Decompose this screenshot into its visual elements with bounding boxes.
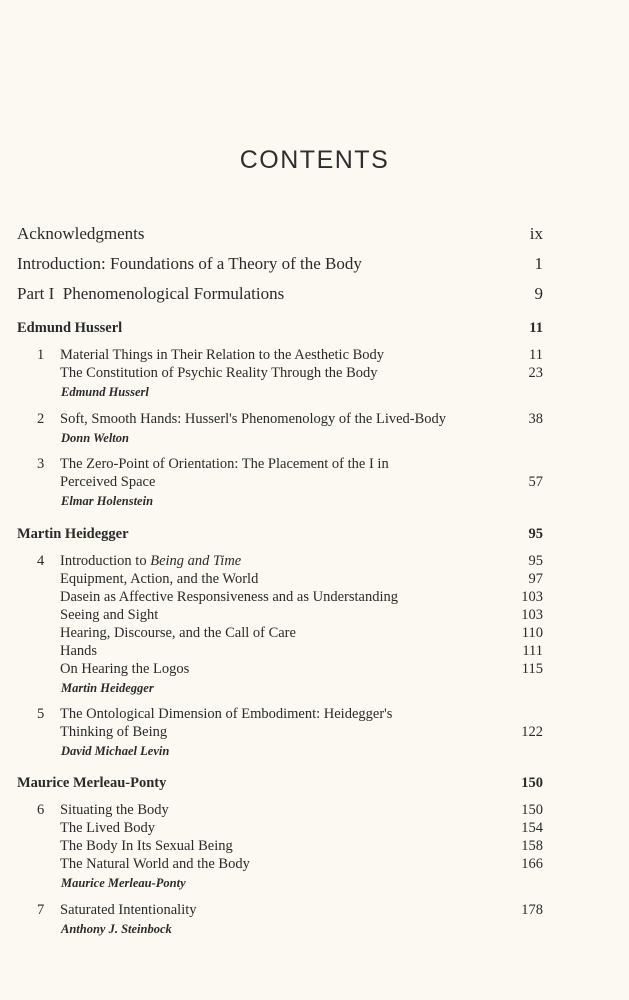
page-title: CONTENTS [239,146,390,174]
chapter-title: The Lived Body [60,820,156,836]
chapter-title: Hearing, Discourse, and the Call of Care [60,625,296,641]
toc-entry-label: Acknowledgments [17,224,145,243]
chapter-page: 95 [528,553,543,569]
chapter-number: 2 [37,411,45,427]
toc-entry-page: 1 [534,254,543,273]
chapter-title: Dasein as Affective Responsiveness and as Understanding [60,589,398,605]
chapter-title: The Body In Its Sexual Being [60,838,233,854]
book-title: Being and Time [150,553,242,569]
chapter-title: Hands [60,643,98,659]
chapter-page: 178 [521,902,543,918]
toc-entry-page: 9 [534,284,543,303]
chapter-title: Saturated Intentionality [60,902,197,918]
chapter-title: Introduction to Being and Time [60,553,242,569]
toc-entry-label: Introduction: Foundations of a Theory of the Body [17,254,362,273]
contents-page: CONTENTS Acknowledgments ix Introduction: Foundations of a Theory of the Body 1 Part I Phenomenological Formulations 9 Edmund Husserl 11 1 Material Things in Their Relation to the Aesthetic Body 11 The Constitution of Psychic Reality Through the Body 23 Edmund Husserl 2 Soft, Smooth Hands: Husserl's Phenomenology of the Lived-Body 38 Donn Welton 3 The Zero-Point of Orientation: The Placement of the I in Perceived Space 57 Elmar Holenstein Martin Heidegger 95 4 Introduction to Being and Time 95 Equipment, Action, and the World 97 Dasein as Affective Responsiveness and as Understanding 103 Seeing and Sight 103 Hearing, Discourse, and the Call of Care 110 Hands 111 On Hearing the Logos 115 Martin Heidegger 5 The Ontological Dimension of Embodiment: Heidegger's Thinking of Being 122 David Michael Levin Maurice Merleau-Ponty 150 6 Situating the Body 150 The Lived Body 154 The Body In Its Sexual Being 158 The Natural World and the Body 166 Maurice Merleau-Ponty 7 Saturated Intentionality 178 Anthony J. Steinbock [0,0,629,1000]
toc-entry-label: Part I Phenomenological Formulations [17,284,285,303]
chapter-page: 150 [521,802,543,818]
chapter-page: 115 [521,661,543,677]
chapter-title: The Ontological Dimension of Embodiment: Heidegger's [60,706,393,722]
section-title: Maurice Merleau-Ponty [17,775,167,791]
chapter-title: Material Things in Their Relation to the Aesthetic Body [60,347,385,363]
chapter-page: 23 [528,365,543,381]
chapter-title: Soft, Smooth Hands: Husserl's Phenomenology of the Lived-Body [60,411,447,427]
chapter-page: 57 [528,474,543,490]
chapter-page: 11 [529,347,543,363]
chapter-page: 122 [521,724,543,740]
chapter-number: 4 [37,553,45,569]
section-title: Edmund Husserl [17,320,123,336]
section-page: 11 [529,320,543,336]
chapter-page: 97 [528,571,543,587]
chapter-page: 166 [521,856,543,872]
chapter-number: 7 [37,902,45,918]
toc-entry-page: ix [529,224,543,243]
chapter-number: 5 [37,706,45,722]
chapter-page: 111 [522,643,543,659]
chapter-title: The Constitution of Psychic Reality Through the Body [60,365,378,381]
chapter-page: 103 [521,607,543,623]
chapter-title: On Hearing the Logos [60,661,190,677]
chapter-number: 6 [37,802,45,818]
chapter-title: The Zero-Point of Orientation: The Placement of the I in [60,456,389,472]
chapter-title: Perceived Space [60,474,156,490]
chapter-page: 154 [521,820,543,836]
section-title: Martin Heidegger [17,526,129,542]
chapter-title: Situating the Body [60,802,169,818]
chapter-page: 38 [528,411,543,427]
chapter-page: 110 [521,625,543,641]
chapter-title: Thinking of Being [60,724,168,740]
chapter-number: 3 [37,456,45,472]
chapter-number: 1 [37,347,45,363]
chapter-title: Seeing and Sight [60,607,159,623]
chapter-title: The Natural World and the Body [60,856,250,872]
chapter-page: 158 [521,838,543,854]
chapter-page: 103 [521,589,543,605]
section-page: 150 [521,775,543,791]
section-page: 95 [528,526,543,542]
chapter-title: Equipment, Action, and the World [60,571,259,587]
